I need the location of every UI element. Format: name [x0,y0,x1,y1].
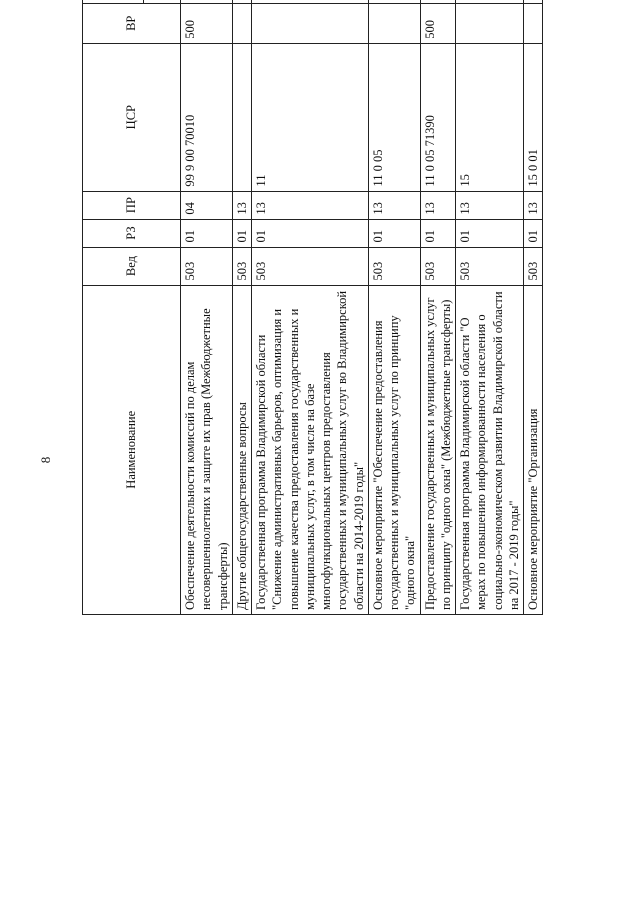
cell-csr: 15 0 01 [524,43,543,191]
cell-vr [524,3,543,43]
table-row [456,0,524,615]
cell-sum-2018 [232,0,251,3]
cell-sum-2018 [524,0,543,3]
budget-table [82,0,543,615]
cell-ved: 503 [368,247,420,285]
cell-rz: 01 [252,219,369,247]
header-name: Наименование [83,285,181,614]
cell-name: Государственная программа Владимирской области "О мерах по повышению информированности населения о социально-экономическом развитии Владимирской области на 2017 - 2019 годы" [456,285,524,614]
cell-name: Предоставление государственных и муниципальных услуг по принципу "одного окна" (Межбюджетные трансферты) [420,285,456,614]
cell-name: Основное мероприятие "Обеспечение предоставления государственных и муниципальных услуг по принципу "одного окна" [368,285,420,614]
cell-ved: 503 [420,247,456,285]
table-row [181,0,233,615]
cell-rz: 01 [232,219,251,247]
cell-pr: 13 [420,191,456,219]
table-row [420,0,456,615]
cell-csr: 15 [456,43,524,191]
cell-vr [456,3,524,43]
cell-vr: 500 [181,3,233,43]
cell-pr: 13 [524,191,543,219]
cell-ved: 503 [232,247,251,285]
cell-csr: 99 9 00 70010 [181,43,233,191]
cell-name: Обеспечение деятельности комиссий по делам несовершеннолетних и защите их прав (Межбюджетные трансферты) [181,285,233,614]
header-2018 [144,0,181,3]
cell-ved: 503 [456,247,524,285]
cell-sum-2018 [181,0,233,3]
cell-csr: 11 [252,43,369,191]
table-row [524,0,543,615]
header-csr: ЦСР [83,43,181,191]
cell-rz: 01 [420,219,456,247]
cell-vr: 500 [420,3,456,43]
cell-rz: 01 [456,219,524,247]
cell-rz: 01 [524,219,543,247]
cell-pr: 04 [181,191,233,219]
cell-rz: 01 [368,219,420,247]
cell-csr [232,43,251,191]
cell-name: Другие общегосударственные вопросы [232,285,251,614]
cell-sum-2018 [252,0,369,3]
table-row [232,0,251,615]
table-row [368,0,420,615]
cell-sum-2018 [456,0,524,3]
table-row [252,0,369,615]
cell-ved: 503 [252,247,369,285]
cell-csr: 11 0 05 [368,43,420,191]
cell-pr: 13 [232,191,251,219]
header-ved: Вед [83,247,181,285]
cell-csr: 11 0 05 71390 [420,43,456,191]
page-number: 8 [38,456,53,464]
cell-pr: 13 [252,191,369,219]
header-pr: ПР [83,191,181,219]
header-row [83,0,144,615]
header-sum [83,0,144,3]
cell-ved: 503 [524,247,543,285]
rotated-page [82,15,632,895]
cell-name: Государственная программа Владимирской области "Снижение административных барьеров, оптимизация и повышение качества предоставления государственных и муниципальных услуг, в том числе на базе многофункциональных центров предоставления государственных и муниципальных услуг во Владимирской области на 2014-2019 годы" [252,285,369,614]
cell-vr [368,3,420,43]
cell-vr [232,3,251,43]
cell-sum-2018 [368,0,420,3]
cell-name: Основное мероприятие "Организация [524,285,543,614]
header-rz: РЗ [83,219,181,247]
cell-sum-2018 [420,0,456,3]
cell-vr [252,3,369,43]
cell-pr: 13 [368,191,420,219]
cell-pr: 13 [456,191,524,219]
cell-rz: 01 [181,219,233,247]
cell-ved: 503 [181,247,233,285]
header-vr: ВР [83,3,181,43]
table-container [82,0,632,615]
